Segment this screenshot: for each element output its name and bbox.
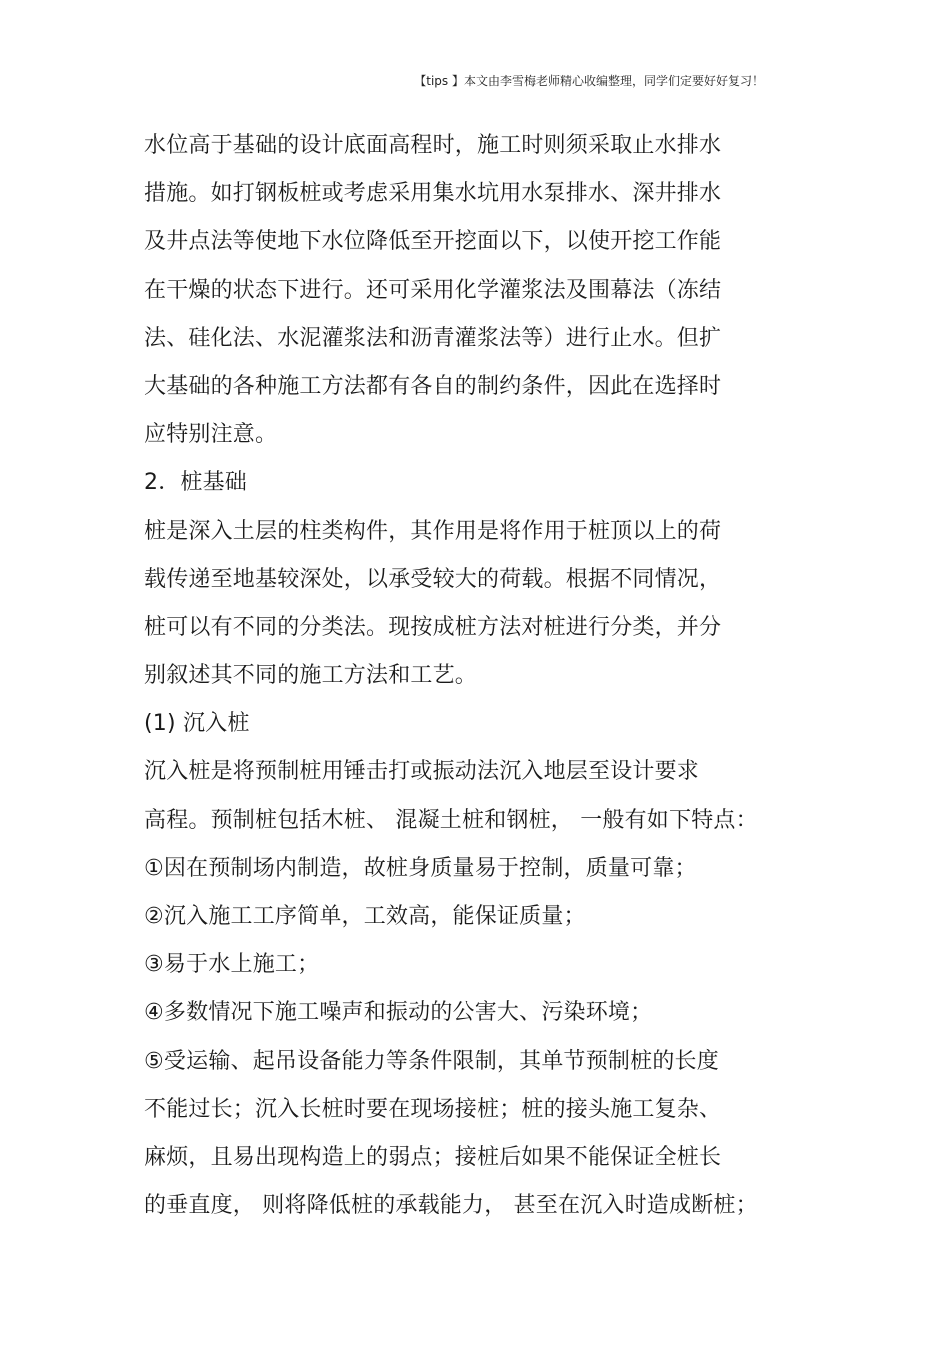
list-item: ①因在预制场内制造，故桩身质量易于控制，质量可靠；: [144, 855, 697, 881]
text-line: 的垂直度， 则将降低桩的承载能力， 甚至在沉入时造成断桩；: [144, 1193, 758, 1219]
text-line: 桩可以有不同的分类法。现按成桩方法对桩进行分类，并分: [144, 614, 722, 640]
text-line: 不能过长；沉入长桩时要在现场接桩；桩的接头施工复杂、: [144, 1096, 722, 1122]
list-item: ④多数情况下施工噪声和振动的公害大、污染环境；: [144, 1000, 653, 1026]
text-line: 桩是深入土层的柱类构件，其作用是将作用于桩顶以上的荷: [144, 518, 722, 544]
text-line: 沉入桩是将预制桩用锤击打或振动法沉入地层至设计要求: [144, 759, 700, 785]
document-body: [144, 126, 804, 1234]
text-line: 措施。如打钢板桩或考虑采用集水坑用水泵排水、深井排水: [144, 181, 722, 207]
text-line: 法、硅化法、水泥灌浆法和沥青灌浆法等）进行止水。但扩: [144, 325, 722, 351]
list-item: ②沉入施工工序简单，工效高，能保证质量；: [144, 904, 586, 929]
text-line: 高程。预制桩包括木桩、 混凝土桩和钢桩， 一般有如下特点：: [144, 807, 758, 833]
text-line: 大基础的各种施工方法都有各自的制约条件，因此在选择时: [144, 373, 722, 399]
text-line: 应特别注意。: [144, 422, 278, 448]
text-line: 在干燥的状态下进行。还可采用化学灌浆法及围幕法（冻结: [144, 277, 722, 303]
text-line: 水位高于基础的设计底面高程时，施工时则须采取止水排水: [144, 133, 722, 158]
text-line: 载传递至地基较深处，以承受较大的荷载。根据不同情况，: [144, 566, 722, 592]
list-item: ③易于水上施工；: [144, 952, 320, 978]
text-line: 及井点法等使地下水位降低至开挖面以下，以使开挖工作能: [144, 229, 722, 255]
subsection-heading: (1) 沉入桩: [144, 711, 250, 737]
text-line: 麻烦，且易出现构造上的弱点；接桩后如果不能保证全桩长: [144, 1144, 722, 1170]
header-note: 【tips 】本文由李雪梅老师精心收编整理，同学们定要好好复习！: [414, 74, 764, 88]
list-item: ⑤受运输、起吊设备能力等条件限制，其单节预制桩的长度: [144, 1048, 719, 1074]
text-line: 别叙述其不同的施工方法和工艺。: [144, 663, 478, 689]
section-heading: 2．桩基础: [144, 470, 247, 496]
